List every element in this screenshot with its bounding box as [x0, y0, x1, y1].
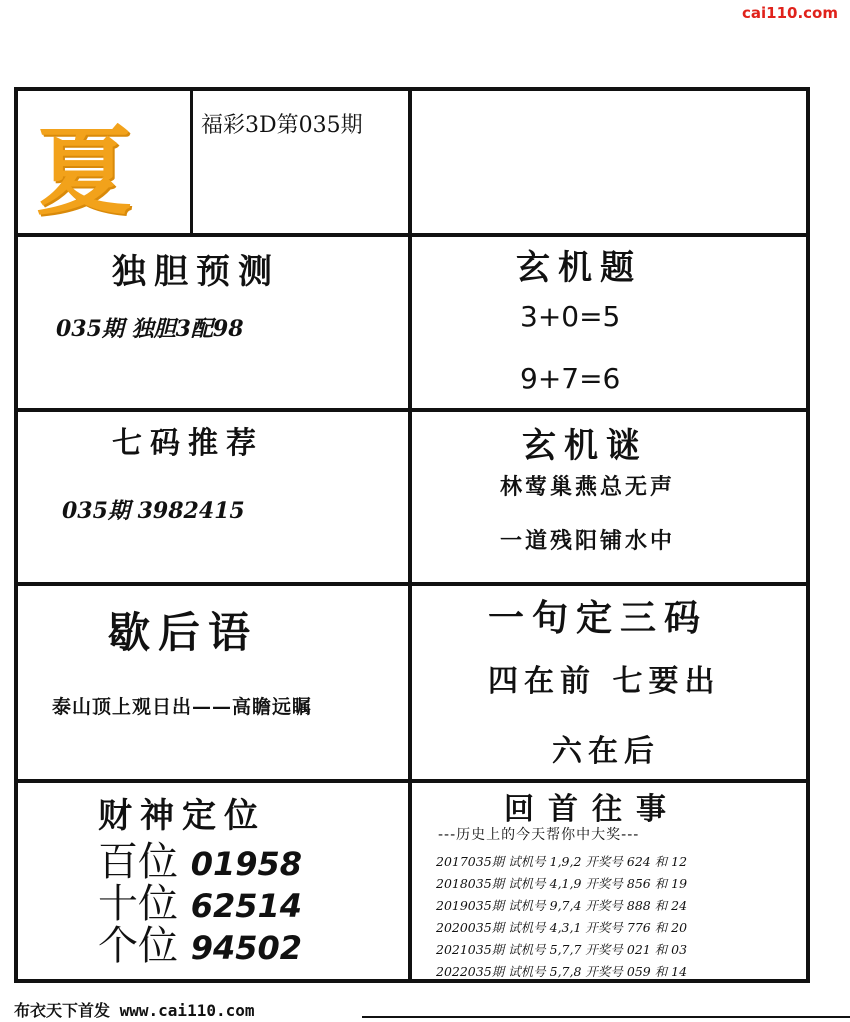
dudan-text: 035期 独胆3配98: [56, 316, 244, 342]
yiju-title: 一句定三码: [488, 597, 709, 639]
row-divider-4: [14, 779, 810, 783]
footer-credit: 布衣天下首发 www.cai110.com: [14, 1001, 255, 1020]
xuanji-ti-title: 玄机题: [516, 248, 642, 288]
pos-label-shi: 十位: [98, 881, 178, 927]
dudan-title: 独胆预测: [112, 252, 280, 292]
row-divider-2: [14, 408, 810, 412]
pos-value-bai: 01958: [190, 845, 303, 883]
qima-text: 035期 3982415: [62, 498, 245, 524]
row-divider-1: [14, 233, 810, 237]
pos-value-shi: 62514: [190, 887, 303, 925]
pos-label-ge: 个位: [98, 923, 178, 969]
xuanji-mi-line-1: 林莺巢燕总无声: [500, 474, 676, 500]
history-row-2022: 2022035期 试机号 5,7,8 开奖号 059 和 14: [436, 964, 688, 979]
logo-divider: [190, 87, 193, 235]
xuanji-ti-line-1: 3+0=5: [520, 300, 621, 333]
xiehouyu-text: 泰山顶上观日出——高瞻远瞩: [52, 696, 313, 718]
pos-value-ge: 94502: [190, 929, 303, 967]
xuanji-mi-title: 玄机谜: [522, 426, 648, 466]
row-divider-3: [14, 582, 810, 586]
yiju-line-2: 六在后: [552, 734, 660, 769]
xiehouyu-title: 歇后语: [108, 608, 259, 657]
xuanji-ti-line-2: 9+7=6: [520, 362, 621, 395]
qima-title: 七码推荐: [112, 426, 264, 461]
history-row-2021: 2021035期 试机号 5,7,7 开奖号 021 和 03: [436, 942, 688, 957]
pos-label-bai: 百位: [98, 839, 178, 885]
history-row-2019: 2019035期 试机号 9,7,4 开奖号 888 和 24: [436, 898, 688, 913]
issue-title: 福彩3D第035期: [201, 113, 363, 138]
huishou-title: 回首往事: [504, 792, 680, 827]
pos-row-ge: [98, 914, 302, 971]
history-row-2018: 2018035期 试机号 4,1,9 开奖号 856 和 19: [436, 876, 688, 891]
huishou-subtitle: ---历史上的今天帮你中大奖---: [438, 827, 640, 843]
footer-line: [362, 1016, 850, 1018]
center-divider: [408, 87, 412, 983]
history-row-2017: 2017035期 试机号 1,9,2 开奖号 624 和 12: [436, 854, 688, 869]
logo-summer: 夏: [36, 115, 128, 228]
site-watermark: cai110.com: [742, 4, 838, 22]
xuanji-mi-line-2: 一道残阳铺水中: [500, 528, 676, 554]
caishen-title: 财神定位: [98, 796, 266, 836]
yiju-line-1: 四在前 七要出: [488, 664, 721, 699]
history-row-2020: 2020035期 试机号 4,3,1 开奖号 776 和 20: [436, 920, 688, 935]
